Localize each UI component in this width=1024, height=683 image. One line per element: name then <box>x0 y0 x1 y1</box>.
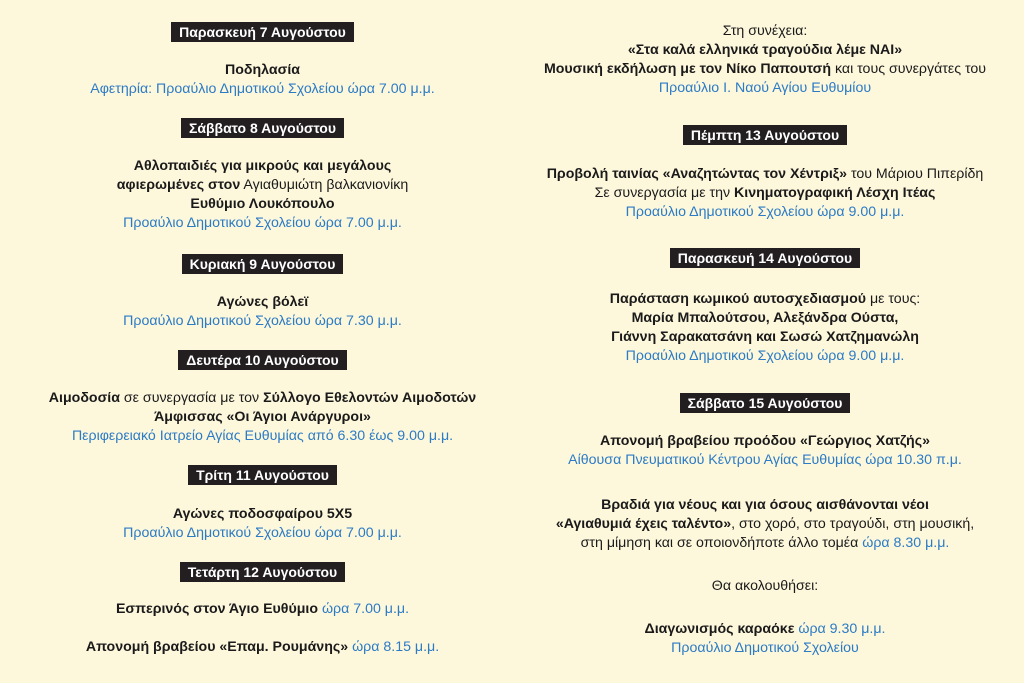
day-header: Δευτέρα 10 Αυγούστου <box>178 350 346 370</box>
event-title: Αθλοπαιδιές για μικρούς και μεγάλους <box>133 158 392 174</box>
event-text <box>10 389 515 408</box>
event-body <box>520 496 1010 553</box>
day-header: Σάββατο 15 Αυγούστου <box>680 393 851 413</box>
event-sun-9 <box>10 254 515 275</box>
text-bold: Μουσική εκδήλωση με τον Νίκο Παπουτσή <box>543 61 831 77</box>
text-bold: Διαγωνισμός καραόκε <box>644 621 795 637</box>
day-header: Κυριακή 9 Αυγούστου <box>182 254 344 274</box>
text-bold: Απονομή βραβείου «Επαμ. Ρουμάνης» <box>85 639 349 655</box>
event-body <box>520 620 1010 658</box>
event-venue: Προαύλιο Δημοτικού Σχολείου ώρα 9.00 μ.μ. <box>625 204 905 220</box>
event-text <box>520 515 1010 534</box>
event-venue: Προαύλιο Δημοτικού Σχολείου ώρα 7.00 μ.μ. <box>123 215 402 231</box>
event-time: ώρα 8.15 μ.μ. <box>348 639 440 655</box>
event-text <box>520 165 1010 184</box>
day-header: Παρασκευή 7 Αυγούστου <box>171 22 354 42</box>
event-text <box>10 638 515 657</box>
event-thu-13 <box>520 125 1010 146</box>
event-wed-12 <box>10 562 515 583</box>
event-body <box>10 293 515 331</box>
text-bold: «Αγιαθυμιά έχεις ταλέντο» <box>555 516 732 532</box>
event-title: Αγώνες ποδοσφαίρου 5Χ5 <box>172 506 353 522</box>
event-text: Μαρία Μπαλούτσου, Αλεξάνδρα Ούστα, <box>631 310 899 326</box>
event-text <box>10 600 515 619</box>
event-mon-10 <box>10 350 515 371</box>
event-text <box>520 60 1010 79</box>
text-bold: Παράσταση κωμικού αυτοσχεδιασμού <box>609 291 867 307</box>
event-body <box>10 61 515 99</box>
event-fri-7 <box>10 22 515 43</box>
event-body <box>520 432 1010 470</box>
text-normal: σε συνεργασία με τον <box>119 390 264 406</box>
event-sat-15 <box>520 393 1010 414</box>
event-continuation <box>520 22 1010 98</box>
event-venue: Περιφερειακό Ιατρείο Αγίας Ευθυμίας από 6.30 έως 9.00 μ.μ. <box>71 428 454 444</box>
text-normal: , στο χορό, στο τραγούδι, στη μουσική, <box>731 516 975 532</box>
event-text <box>10 176 515 195</box>
event-text: Γιάννη Σαρακατσάνη και Σωσώ Χατζημανώλη <box>611 329 919 345</box>
text-bold: Αιμοδοσία <box>48 390 120 406</box>
event-sat-8 <box>10 118 515 139</box>
day-header: Τετάρτη 12 Αυγούστου <box>180 562 345 582</box>
event-time: ώρα 9.30 μ.μ. <box>794 621 886 637</box>
event-text <box>520 534 1010 553</box>
text-normal: και τους συνεργάτες του <box>831 61 987 77</box>
event-body <box>10 505 515 543</box>
event-body <box>520 290 1010 366</box>
text-bold: Σύλλογο Εθελοντών Αιμοδοτών <box>263 390 477 406</box>
event-fri-14 <box>520 248 1010 269</box>
text-normal: Αγιαθυμιώτη βαλκανιονίκη <box>240 177 409 193</box>
event-venue: Προαύλιο Δημοτικού Σχολείου ώρα 9.00 μ.μ. <box>625 348 905 364</box>
event-tue-11 <box>10 465 515 486</box>
event-text <box>520 184 1010 203</box>
event-body <box>520 165 1010 222</box>
text-normal: του Μάριου Πιπερίδη <box>847 166 984 182</box>
event-title: «Στα καλά ελληνικά τραγούδια λέμε ΝΑΙ» <box>627 42 903 58</box>
event-body <box>10 638 515 657</box>
event-venue: Αφετηρία: Προαύλιο Δημοτικού Σχολείου ώρα 7.00 μ.μ. <box>90 81 435 97</box>
event-time: ώρα 8.30 μ.μ. <box>862 535 950 551</box>
event-title: Αγώνες βόλεϊ <box>216 294 309 310</box>
day-header: Παρασκευή 14 Αυγούστου <box>670 248 860 268</box>
text-bold: αφιερωμένες στον <box>116 177 241 193</box>
event-text <box>520 620 1010 639</box>
event-venue: Προαύλιο Δημοτικού Σχολείου ώρα 7.00 μ.μ. <box>123 525 402 541</box>
event-time: ώρα 7.00 μ.μ. <box>318 601 410 617</box>
text-normal: στη μίμηση και σε οποιονδήποτε άλλο τομέα <box>580 535 863 551</box>
text-bold: Κινηματογραφική Λέσχη Ιτέας <box>734 185 936 201</box>
event-text: Ευθύμιο Λουκόπουλο <box>190 196 335 212</box>
event-title: Ποδηλασία <box>225 62 300 78</box>
event-title: Απονομή βραβείου προόδου «Γεώργιος Χατζής» <box>599 433 930 449</box>
event-venue: Προαύλιο Δημοτικού Σχολείου <box>671 640 859 656</box>
event-body <box>10 157 515 233</box>
day-header: Τρίτη 11 Αυγούστου <box>188 465 337 485</box>
event-body <box>10 389 515 446</box>
day-header: Πέμπτη 13 Αυγούστου <box>683 125 847 145</box>
event-body <box>10 600 515 619</box>
text-bold: Εσπερινός στον Άγιο Ευθύμιο <box>115 601 319 617</box>
event-title: Βραδιά για νέους και για όσους αισθάνονται νέοι <box>601 497 929 513</box>
text-normal: Σε συνεργασία με την <box>594 185 735 201</box>
event-venue: Προαύλιο Δημοτικού Σχολείου ώρα 7.30 μ.μ. <box>123 313 402 329</box>
text-bold: Προβολή ταινίας «Αναζητώντας τον Χέντριξ» <box>546 166 847 182</box>
event-body <box>520 577 1010 596</box>
event-venue: Αίθουσα Πνευματικού Κέντρου Αγίας Ευθυμίας ώρα 10.30 π.μ. <box>568 452 962 468</box>
day-header: Σάββατο 8 Αυγούστου <box>181 118 344 138</box>
event-text <box>520 290 1010 309</box>
event-text: Στη συνέχεια: <box>722 23 808 39</box>
event-text: Θα ακολουθήσει: <box>711 578 819 594</box>
event-text: Άμφισσας «Οι Άγιοι Ανάργυροι» <box>154 409 371 425</box>
text-normal: με τους: <box>866 291 921 307</box>
event-venue: Προαύλιο Ι. Ναού Αγίου Ευθυμίου <box>658 80 872 96</box>
